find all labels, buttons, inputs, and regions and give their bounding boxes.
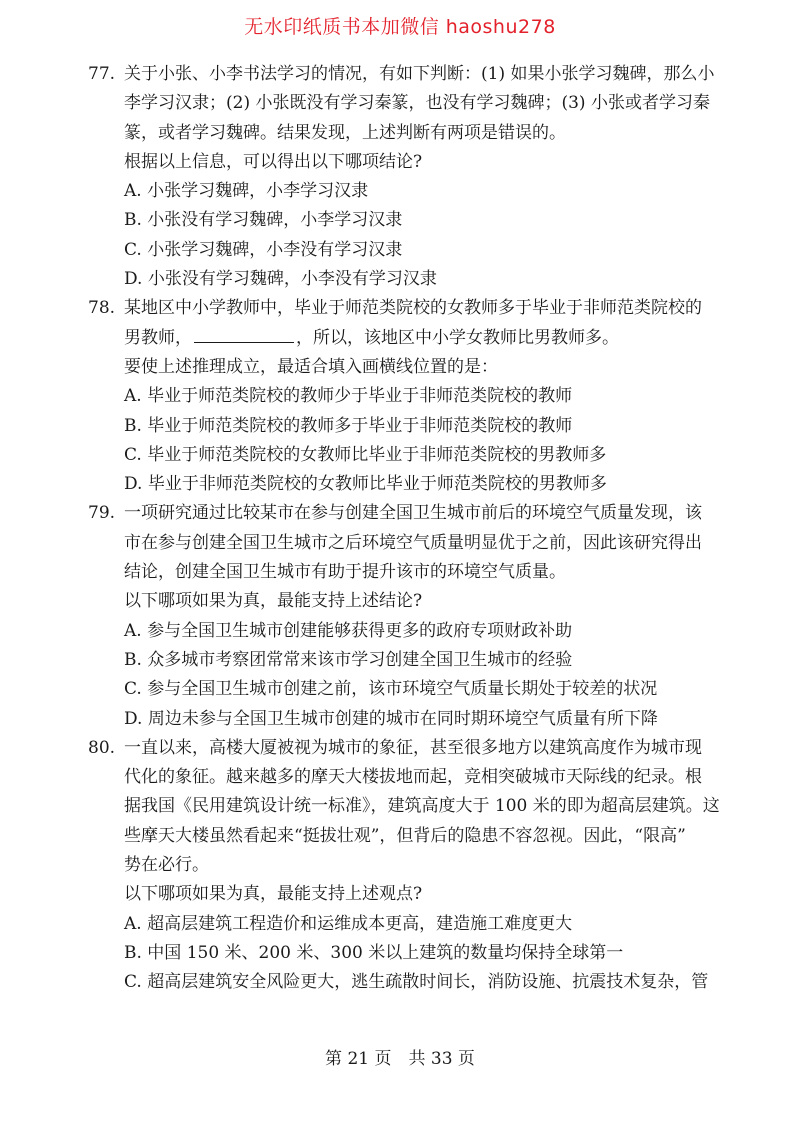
option-a: A. 毕业于师范类院校的教师少于毕业于非师范类院校的教师 — [124, 386, 573, 407]
question-stem-line: 79. 一项研究通过比较某市在参与创建全国卫生城市前后的环境空气质量发现，该 — [88, 499, 728, 528]
question-prompt: 以下哪项如果为真，最能支持上述结论? — [124, 591, 423, 612]
question-content — [88, 60, 728, 998]
option-a: A. 小张学习魏碑，小李学习汉隶 — [124, 181, 369, 202]
question-number: 78. — [88, 298, 116, 319]
question-stem-line: 李学习汉隶；(2) 小张既没有学习秦篆，也没有学习魏碑；(3) 小张或者学习秦 — [124, 93, 710, 114]
option-c: C. 超高层建筑安全风险更大，逃生疏散时间长，消防设施、抗震技术复杂，管 — [124, 972, 709, 993]
option-d: D. 毕业于非师范类院校的女教师比毕业于师范类院校的男教师多 — [124, 474, 607, 495]
option-b: B. 毕业于师范类院校的教师多于毕业于非师范类院校的教师 — [124, 415, 573, 436]
option-b: B. 中国 150 米、200 米、300 米以上建筑的数量均保持全球第一 — [124, 942, 624, 963]
question-80 — [88, 734, 728, 998]
option-a: A. 参与全国卫生城市创建能够获得更多的政府专项财政补助 — [124, 620, 573, 641]
question-number: 77. — [88, 64, 116, 84]
question-prompt: 根据以上信息，可以得出以下哪项结论? — [124, 151, 423, 172]
option-c: C. 参与全国卫生城市创建之前，该市环境空气质量长期处于较差的状况 — [124, 679, 658, 700]
question-stem-line: 代化的象征。越来越多的摩天大楼拔地而起，竞相突破城市天际线的纪录。根 — [124, 767, 702, 788]
question-prompt: 以下哪项如果为真，最能支持上述观点? — [124, 884, 423, 905]
question-number: 79. — [88, 503, 116, 524]
question-stem-line: 80. 一直以来，高楼大厦被视为城市的象征，甚至很多地方以建筑高度作为城市现 — [88, 734, 728, 763]
question-stem-line: 据我国《民用建筑设计统一标准》，建筑高度大于 100 米的即为超高层建筑。这 — [124, 796, 720, 817]
question-stem-line: 势在必行。 — [124, 855, 209, 876]
question-stem-line: 78. 某地区中小学教师中，毕业于师范类院校的女教师多于毕业于非师范类院校的 — [88, 294, 728, 323]
option-b: B. 小张没有学习魏碑，小李学习汉隶 — [124, 210, 403, 231]
fill-in-blank — [194, 326, 294, 343]
option-d: D. 周边未参与全国卫生城市创建的城市在同时期环境空气质量有所下降 — [124, 708, 658, 729]
option-c: C. 小张学习魏碑，小李没有学习汉隶 — [124, 239, 403, 260]
option-d: D. 小张没有学习魏碑，小李没有学习汉隶 — [124, 269, 437, 290]
question-stem-line: 结论，创建全国卫生城市有助于提升该市的环境空气质量。 — [124, 562, 566, 583]
option-b: B. 众多城市考察团常常来该市学习创建全国卫生城市的经验 — [124, 649, 573, 670]
question-number: 80. — [88, 737, 116, 758]
question-stem-line: 男教师， ，所以，该地区中小学女教师比男教师多。 — [124, 327, 619, 348]
page-footer: 第 21 页 共 33 页 — [325, 1049, 475, 1069]
question-78 — [88, 294, 728, 499]
question-stem-line: 市在参与创建全国卫生城市之后环境空气质量明显优于之前，因此该研究得出 — [124, 532, 702, 553]
question-prompt: 要使上述推理成立，最适合填入画横线位置的是： — [124, 356, 498, 377]
question-77 — [88, 60, 728, 294]
option-a: A. 超高层建筑工程造价和运维成本更高，建造施工难度更大 — [124, 913, 573, 934]
option-c: C. 毕业于师范类院校的女教师比毕业于非师范类院校的男教师多 — [124, 444, 607, 465]
question-stem-line: 些摩天大楼虽然看起来“挺拔壮观”，但背后的隐患不容忽视。因此，“限高” — [124, 825, 686, 846]
question-stem-line: 77. 关于小张、小李书法学习的情况，有如下判断：(1) 如果小张学习魏碑，那么小 — [88, 60, 728, 89]
question-79 — [88, 499, 728, 733]
watermark-text: 无水印纸质书本加微信 haoshu278 — [244, 16, 556, 38]
question-stem-line: 篆，或者学习魏碑。结果发现，上述判断有两项是错误的。 — [124, 122, 566, 143]
